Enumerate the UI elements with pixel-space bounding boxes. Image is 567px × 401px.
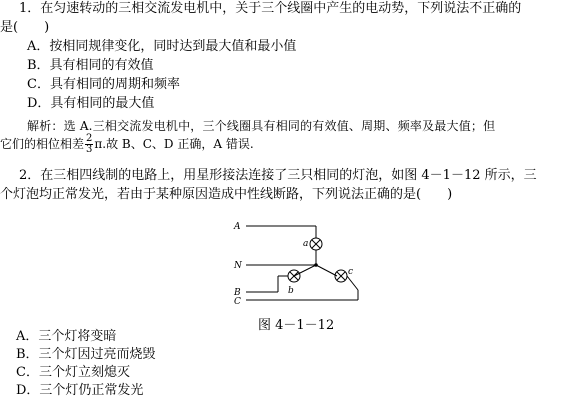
q2-option-b: B．三个灯因过亮而烧毁: [16, 347, 156, 362]
explanation-pre: 它们的相位相差: [0, 137, 85, 151]
circuit-diagram: [230, 212, 370, 312]
lamp-label-b: b: [288, 286, 294, 296]
q1-option-a: A．按相同规律变化，同时达到最大值和最小值: [27, 39, 297, 54]
q2-option-a: A．三个灯将变暗: [16, 329, 117, 344]
q1-explanation-line2: [0, 134, 254, 155]
fraction-denominator: 3: [86, 144, 93, 155]
fraction-two-thirds: [85, 134, 93, 155]
q1-stem-line2: 是( ): [0, 20, 50, 35]
q1-option-d: D．具有相同的最大值: [27, 96, 155, 111]
q2-option-d: D．三个灯仍正常发光: [16, 383, 144, 398]
q1-stem-line1: 1．在匀速转动的三相交流发电机中，关于三个线圈中产生的电动势，下列说法不正确的: [19, 1, 522, 16]
label-N: N: [234, 261, 242, 271]
q2-option-c: C．三个灯立刻熄灭: [16, 365, 130, 380]
q2-stem-line1: 2．在三相四线制的电路上，用星形接法连接了三只相同的灯泡，如图 4－1－12 所示，三: [19, 168, 537, 183]
q1-option-b: B．具有相同的有效值: [27, 58, 154, 73]
lamp-label-c: c: [348, 267, 354, 277]
q1-explanation-line1: 解析：选 A.三相交流发电机中，三个线圈具有相同的有效值、周期、频率及最大值；但: [27, 119, 496, 133]
figure-caption: 图 4－1－12: [258, 318, 335, 333]
label-B: B: [234, 288, 241, 298]
fraction-numerator: 2: [86, 133, 93, 144]
label-A: A: [234, 222, 241, 232]
label-C: C: [234, 297, 241, 307]
explanation-post: π.故 B、C、D 正确，A 错误.: [94, 137, 254, 151]
q2-stem-line2: 个灯泡均正常发光，若由于某种原因造成中性线断路，下列说法正确的是( ): [0, 187, 453, 202]
lamp-label-a: a: [303, 239, 309, 249]
q1-option-c: C．具有相同的周期和频率: [27, 77, 180, 92]
